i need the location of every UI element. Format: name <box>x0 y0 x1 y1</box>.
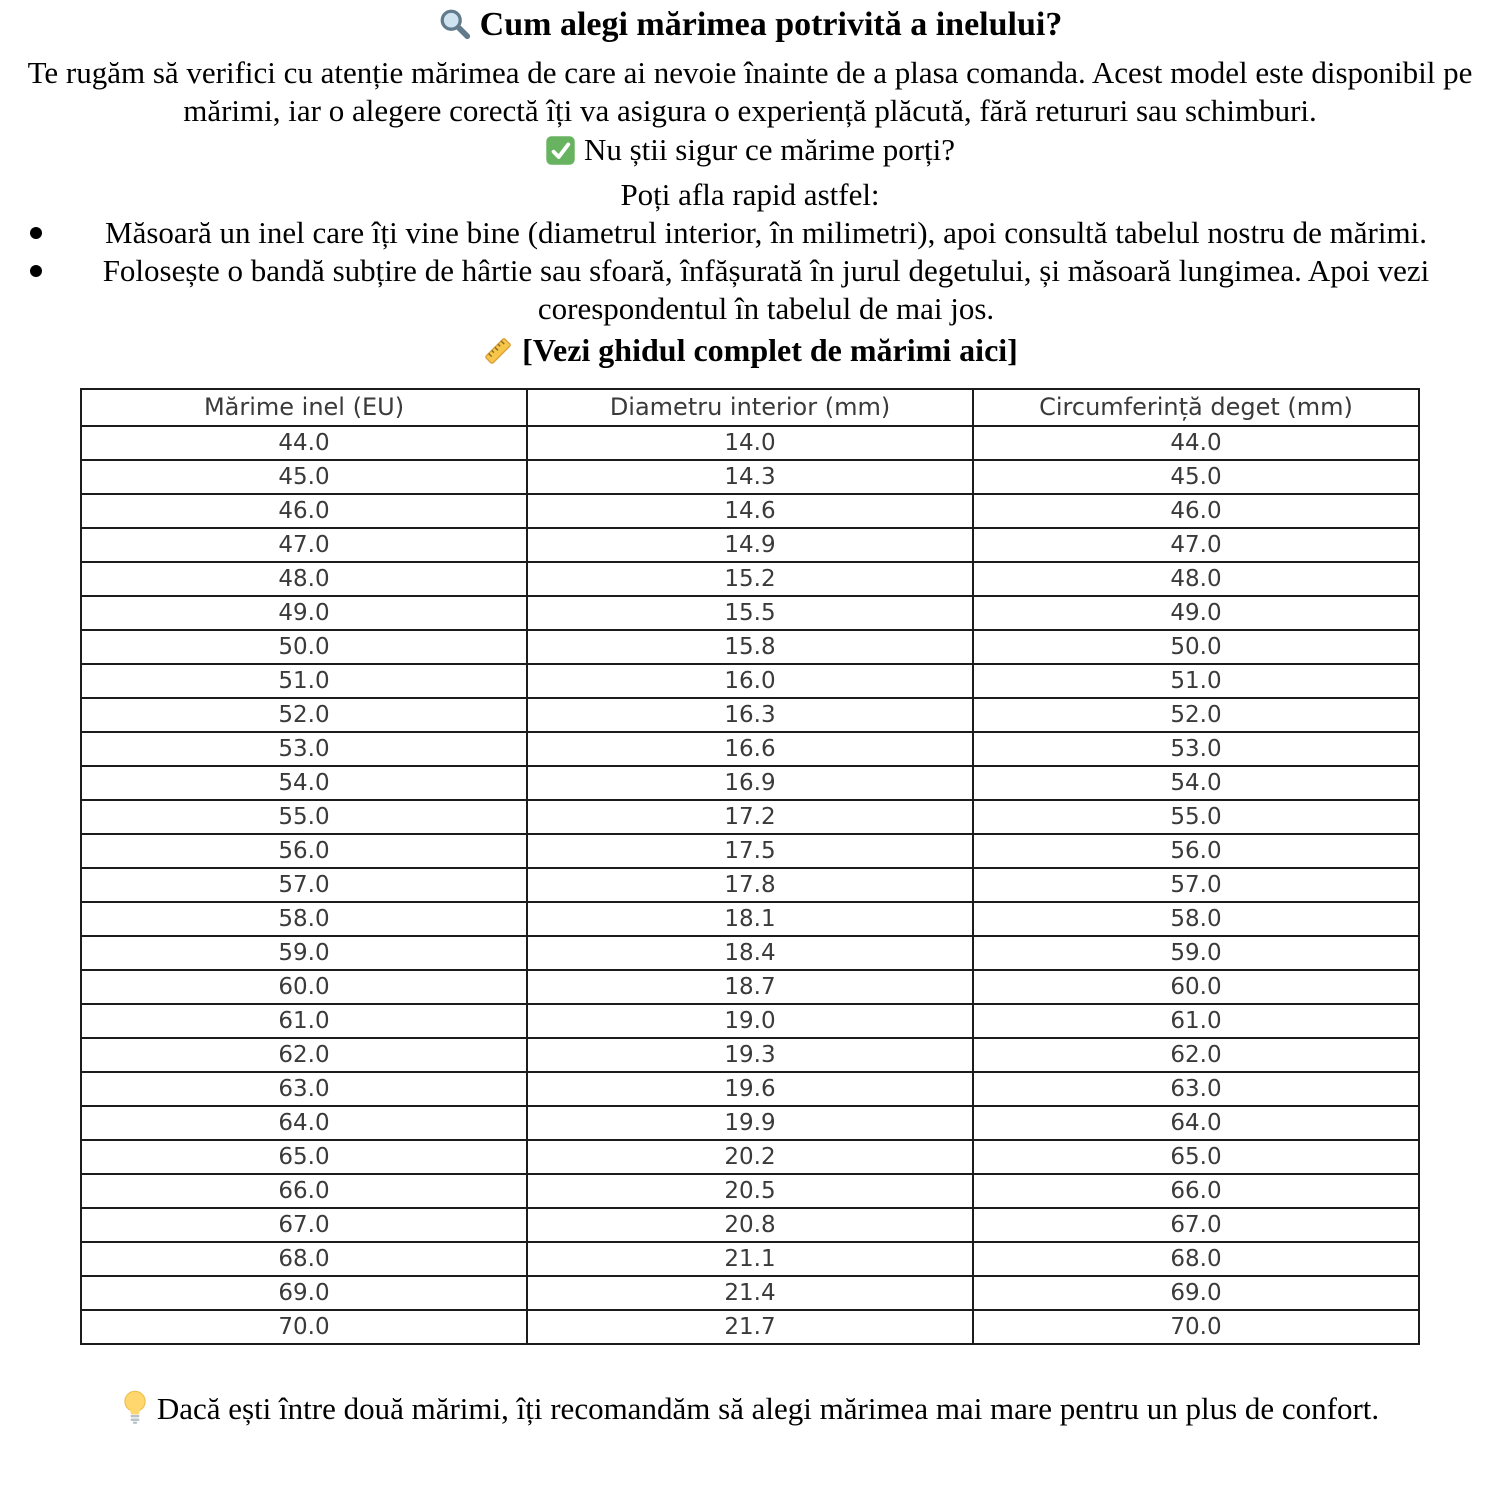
table-cell: 48.0 <box>81 562 527 596</box>
page-title <box>20 4 1480 52</box>
table-row <box>81 426 1419 460</box>
table-header-row <box>81 389 1419 426</box>
size-question-line <box>18 130 1482 176</box>
bullet-marker <box>30 265 42 277</box>
table-cell: 60.0 <box>81 970 527 1004</box>
table-row <box>81 800 1419 834</box>
footer-note-text: Dacă ești între două mărimi, îți recomandăm să alegi mărimea mai mare pentru un plus de confort. <box>156 1391 1380 1426</box>
table-cell: 51.0 <box>81 664 527 698</box>
table-cell: 19.9 <box>527 1106 973 1140</box>
green-check-icon <box>545 135 576 176</box>
table-row <box>81 1072 1419 1106</box>
table-cell: 47.0 <box>81 528 527 562</box>
table-row <box>81 1276 1419 1310</box>
column-header-finger-circumference: Circumferință deget (mm) <box>973 389 1419 426</box>
table-row <box>81 664 1419 698</box>
table-cell: 47.0 <box>973 528 1419 562</box>
table-cell: 18.1 <box>527 902 973 936</box>
table-cell: 14.0 <box>527 426 973 460</box>
table-cell: 66.0 <box>81 1174 527 1208</box>
table-cell: 17.5 <box>527 834 973 868</box>
table-row <box>81 1208 1419 1242</box>
table-cell: 15.2 <box>527 562 973 596</box>
table-row <box>81 630 1419 664</box>
table-cell: 14.6 <box>527 494 973 528</box>
table-cell: 69.0 <box>81 1276 527 1310</box>
table-cell: 58.0 <box>81 902 527 936</box>
table-cell: 21.1 <box>527 1242 973 1276</box>
table-cell: 20.8 <box>527 1208 973 1242</box>
table-cell: 19.3 <box>527 1038 973 1072</box>
table-cell: 59.0 <box>973 936 1419 970</box>
table-row <box>81 1140 1419 1174</box>
table-cell: 18.4 <box>527 936 973 970</box>
table-row <box>81 1174 1419 1208</box>
table-row <box>81 1038 1419 1072</box>
table-cell: 48.0 <box>973 562 1419 596</box>
table-row <box>81 1004 1419 1038</box>
table-cell: 66.0 <box>973 1174 1419 1208</box>
instructions-list <box>0 214 1500 328</box>
table-cell: 62.0 <box>973 1038 1419 1072</box>
table-cell: 19.6 <box>527 1072 973 1106</box>
table-cell: 70.0 <box>81 1310 527 1344</box>
table-cell: 59.0 <box>81 936 527 970</box>
table-cell: 61.0 <box>973 1004 1419 1038</box>
table-cell: 20.5 <box>527 1174 973 1208</box>
table-cell: 63.0 <box>81 1072 527 1106</box>
table-cell: 65.0 <box>81 1140 527 1174</box>
table-row <box>81 868 1419 902</box>
list-item-text: Folosește o bandă subțire de hârtie sau sfoară, înfășurată în jurul degetului, și măsoară lungimea. Apoi vezi corespondentul în tabelul de mai jos. <box>102 253 1430 326</box>
table-cell: 44.0 <box>973 426 1419 460</box>
table-cell: 18.7 <box>527 970 973 1004</box>
table-cell: 52.0 <box>81 698 527 732</box>
table-row <box>81 834 1419 868</box>
magnifier-icon <box>438 7 472 52</box>
table-row <box>81 698 1419 732</box>
table-cell: 14.9 <box>527 528 973 562</box>
subquestion-text: Poți afla rapid astfel: <box>620 177 880 212</box>
table-row <box>81 936 1419 970</box>
lightbulb-icon <box>121 1389 149 1434</box>
table-cell: 68.0 <box>973 1242 1419 1276</box>
table-cell: 16.0 <box>527 664 973 698</box>
table-cell: 20.2 <box>527 1140 973 1174</box>
table-cell: 52.0 <box>973 698 1419 732</box>
table-cell: 67.0 <box>973 1208 1419 1242</box>
table-cell: 57.0 <box>973 868 1419 902</box>
table-row <box>81 460 1419 494</box>
table-cell: 61.0 <box>81 1004 527 1038</box>
table-cell: 17.8 <box>527 868 973 902</box>
table-cell: 54.0 <box>973 766 1419 800</box>
table-cell: 46.0 <box>973 494 1419 528</box>
table-cell: 16.9 <box>527 766 973 800</box>
list-item-text: Măsoară un inel care îți vine bine (diametrul interior, în milimetri), apoi consultă tabelul nostru de mărimi. <box>105 215 1427 250</box>
table-row <box>81 1310 1419 1344</box>
table-cell: 51.0 <box>973 664 1419 698</box>
ruler-icon <box>482 335 514 376</box>
table-row <box>81 562 1419 596</box>
table-row <box>81 970 1419 1004</box>
table-row <box>81 902 1419 936</box>
table-cell: 16.3 <box>527 698 973 732</box>
table-cell: 15.8 <box>527 630 973 664</box>
table-cell: 55.0 <box>81 800 527 834</box>
table-cell: 56.0 <box>973 834 1419 868</box>
table-cell: 16.6 <box>527 732 973 766</box>
table-cell: 21.7 <box>527 1310 973 1344</box>
table-cell: 50.0 <box>81 630 527 664</box>
table-cell: 53.0 <box>81 732 527 766</box>
table-cell: 19.0 <box>527 1004 973 1038</box>
size-question-text: Nu știi sigur ce mărime porți? <box>583 132 956 167</box>
table-cell: 65.0 <box>973 1140 1419 1174</box>
table-cell: 44.0 <box>81 426 527 460</box>
table-cell: 63.0 <box>973 1072 1419 1106</box>
table-cell: 45.0 <box>973 460 1419 494</box>
table-cell: 21.4 <box>527 1276 973 1310</box>
size-guide-link-text: [Vezi ghidul complet de mărimi aici] <box>522 332 1018 368</box>
table-cell: 64.0 <box>81 1106 527 1140</box>
list-item-measure-ring <box>0 214 1500 252</box>
bullet-marker <box>30 227 42 239</box>
table-body <box>81 426 1419 1344</box>
table-cell: 68.0 <box>81 1242 527 1276</box>
table-cell: 54.0 <box>81 766 527 800</box>
table-row <box>81 528 1419 562</box>
table-cell: 70.0 <box>973 1310 1419 1344</box>
table-cell: 50.0 <box>973 630 1419 664</box>
table-cell: 60.0 <box>973 970 1419 1004</box>
table-cell: 53.0 <box>973 732 1419 766</box>
table-cell: 64.0 <box>973 1106 1419 1140</box>
table-cell: 62.0 <box>81 1038 527 1072</box>
column-header-eu-size: Mărime inel (EU) <box>81 389 527 426</box>
table-cell: 45.0 <box>81 460 527 494</box>
size-guide-link[interactable] <box>18 330 1482 376</box>
table-cell: 49.0 <box>81 596 527 630</box>
table-cell: 49.0 <box>973 596 1419 630</box>
table-cell: 55.0 <box>973 800 1419 834</box>
table-cell: 14.3 <box>527 460 973 494</box>
intro-text: Te rugăm să verifici cu atenție mărimea de care ai nevoie înainte de a plasa comanda. Acest model este disponibil pe mărimi, iar o alegere corectă îți va asigura o experiență plăcută, fără retururi sau schimburi. <box>27 55 1473 128</box>
table-cell: 17.2 <box>527 800 973 834</box>
table-cell: 69.0 <box>973 1276 1419 1310</box>
footer-note <box>14 1389 1486 1434</box>
table-row <box>81 732 1419 766</box>
page-title-text: Cum alegi mărimea potrivită a inelului? <box>479 6 1063 43</box>
table-cell: 67.0 <box>81 1208 527 1242</box>
table-row <box>81 494 1419 528</box>
table-row <box>81 1106 1419 1140</box>
column-header-inner-diameter: Diametru interior (mm) <box>527 389 973 426</box>
table-cell: 58.0 <box>973 902 1419 936</box>
list-item-paper-band <box>0 252 1500 328</box>
table-cell: 46.0 <box>81 494 527 528</box>
table-row <box>81 766 1419 800</box>
table-row <box>81 1242 1419 1276</box>
table-cell: 56.0 <box>81 834 527 868</box>
table-row <box>81 596 1419 630</box>
table-cell: 57.0 <box>81 868 527 902</box>
ring-size-table <box>80 388 1420 1345</box>
table-cell: 15.5 <box>527 596 973 630</box>
